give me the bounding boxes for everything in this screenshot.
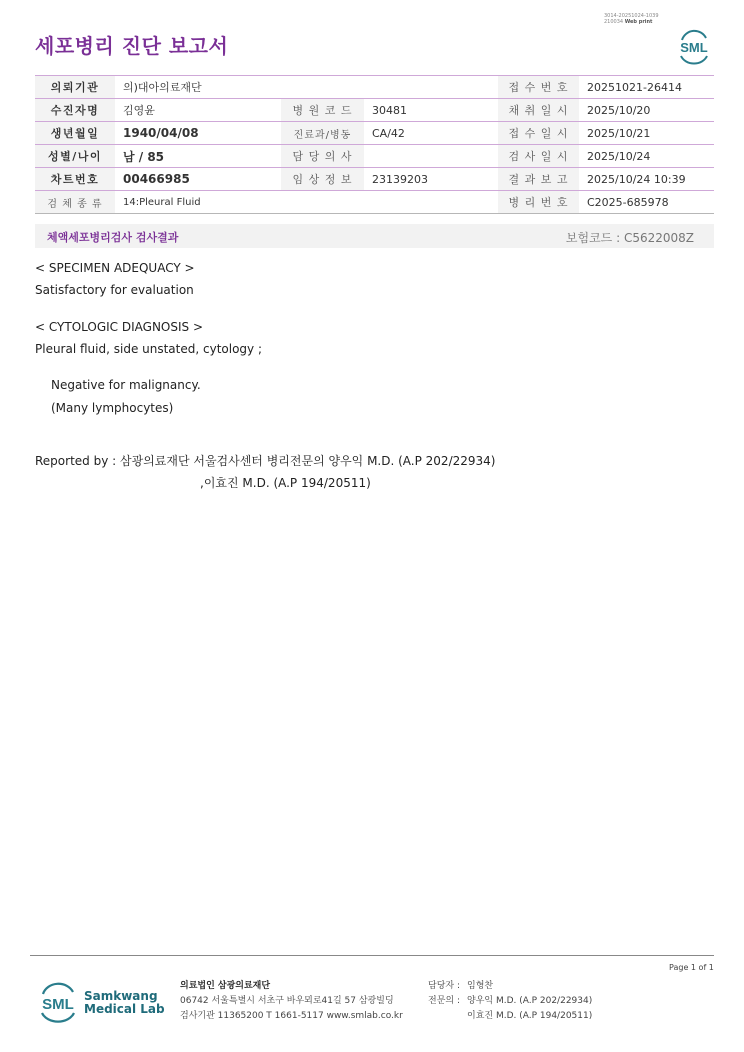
collect-date-label: 채 취 일 시 — [498, 99, 579, 122]
specimen-label: 검 체 종 류 — [35, 191, 115, 214]
svg-text:SML: SML — [42, 996, 74, 1013]
brand-name — [84, 990, 165, 1016]
brand-line2: Medical Lab — [84, 1002, 165, 1016]
report-title: 세포병리 진단 보고서 — [35, 34, 229, 58]
sex-age-value: 남 / 85 — [115, 145, 281, 168]
table-row — [35, 168, 714, 191]
insurance-code: 보험코드 : C5622008Z — [565, 231, 694, 245]
patient-value: 김영윤 — [115, 99, 281, 122]
table-row — [35, 99, 714, 122]
receipt-no-value: 20251021-26414 — [579, 76, 714, 99]
org-address: 06742 서울특별시 서초구 바우뫼로41길 57 삼광빌딩 — [180, 996, 394, 1006]
patient-info-table — [35, 75, 714, 214]
test-date-label: 검 사 일 시 — [498, 145, 579, 168]
reported-by-second: ,이효진 M.D. (A.P 194/20511) — [200, 476, 371, 490]
sml-logo-icon — [676, 26, 712, 66]
report-date-label: 결 과 보 고 — [498, 168, 579, 191]
section-title: 체액세포병리검사 검사결과 — [47, 231, 179, 244]
receipt-date-label: 접 수 일 시 — [498, 122, 579, 145]
receipt-no-label: 접 수 번 호 — [498, 76, 579, 99]
table-row — [35, 122, 714, 145]
result-section-bar — [35, 224, 714, 248]
brand-line1: Samkwang — [84, 989, 158, 1003]
diagnosis-heading: < CYTOLOGIC DIAGNOSIS > — [35, 320, 204, 334]
org-info — [180, 979, 403, 1024]
staff-values — [467, 979, 592, 1024]
document-code — [604, 13, 659, 25]
sml-footer-logo-icon — [36, 980, 80, 1026]
org-name: 의료법인 삼광의료재단 — [180, 981, 271, 991]
document-code-line2: 210034 — [604, 19, 624, 25]
dob-label: 생년월일 — [35, 122, 115, 145]
specialist-name-2: 이효진 M.D. (A.P 194/20511) — [467, 1011, 593, 1021]
reported-by: Reported by : 삼광의료재단 서울검사센터 병리전문의 양우익 M.D. (A.P 202/22934) — [35, 454, 496, 468]
clinical-info-value: 23139203 — [364, 168, 498, 191]
receipt-date-value: 2025/10/21 — [579, 122, 714, 145]
hospital-code-value: 30481 — [364, 99, 498, 122]
path-no-value: C2025-685978 — [579, 191, 714, 214]
manager-name: 임형찬 — [467, 981, 494, 991]
dept-label: 진료과/병동 — [281, 122, 364, 145]
page-number: Page 1 of 1 — [669, 963, 714, 972]
specimen-value: 14:Pleural Fluid — [115, 191, 498, 214]
table-row — [35, 191, 714, 214]
dob-value: 1940/04/08 — [115, 122, 281, 145]
finding-lymphocytes: (Many lymphocytes) — [51, 401, 174, 415]
finding-negative: Negative for malignancy. — [51, 378, 201, 392]
hospital-code-label: 병 원 코 드 — [281, 99, 364, 122]
table-row — [35, 145, 714, 168]
footer-divider — [30, 955, 714, 956]
patient-label: 수진자명 — [35, 99, 115, 122]
adequacy-heading: < SPECIMEN ADEQUACY > — [35, 261, 195, 275]
requester-value: 의)대아의료재단 — [115, 76, 498, 99]
report-date-value: 2025/10/24 10:39 — [579, 168, 714, 191]
specialist-name-1: 양우익 M.D. (A.P 202/22934) — [467, 996, 593, 1006]
org-contact: 검사기관 11365200 T 1661-5117 www.smlab.co.kr — [180, 1011, 403, 1021]
web-print-label: Web print — [624, 19, 653, 25]
requester-label: 의뢰기관 — [35, 76, 115, 99]
table-row — [35, 76, 714, 99]
test-date-value: 2025/10/24 — [579, 145, 714, 168]
path-no-label: 병 리 번 호 — [498, 191, 579, 214]
svg-text:SML: SML — [680, 40, 708, 55]
chart-no-label: 차트번호 — [35, 168, 115, 191]
doctor-label: 담 당 의 사 — [281, 145, 364, 168]
staff-labels — [428, 979, 460, 1009]
specialist-label: 전문의 : — [428, 996, 460, 1006]
chart-no-value: 00466985 — [115, 168, 281, 191]
dept-value: CA/42 — [364, 122, 498, 145]
sex-age-label: 성별/나이 — [35, 145, 115, 168]
manager-label: 담당자 : — [428, 981, 460, 991]
clinical-info-label: 임 상 정 보 — [281, 168, 364, 191]
collect-date-value: 2025/10/20 — [579, 99, 714, 122]
doctor-value — [364, 145, 498, 168]
adequacy-text: Satisfactory for evaluation — [35, 283, 194, 297]
diagnosis-line: Pleural fluid, side unstated, cytology ; — [35, 342, 262, 356]
document-code-line1: 3014-20251024-1039 — [604, 13, 659, 19]
